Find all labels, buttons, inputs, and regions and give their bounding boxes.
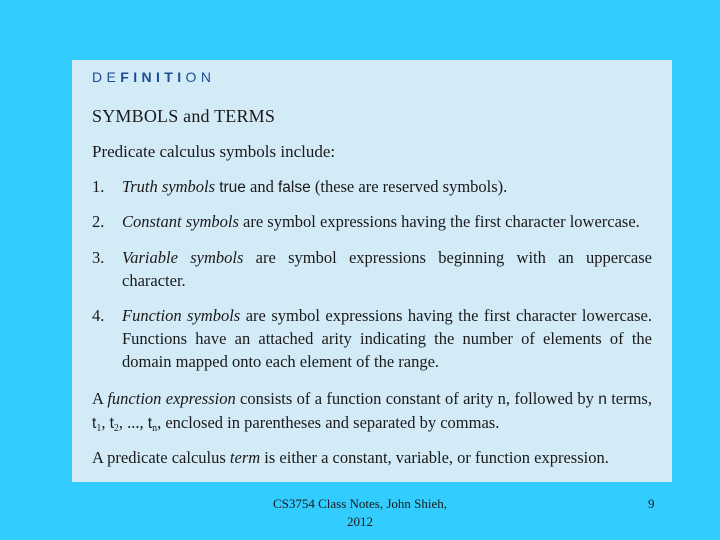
item-text: Constant symbols are symbol expressions having the first character lowercase. — [122, 212, 640, 231]
keyword-true: true — [219, 179, 246, 196]
item-term: Truth symbols — [122, 177, 216, 196]
definition-panel — [72, 60, 672, 482]
item-text: Variable symbols are symbol expressions beginning with an uppercase character. — [122, 248, 652, 290]
footer-credit: CS3754 Class Notes, John Shieh, 2012 — [272, 496, 448, 529]
item-text: Truth symbols true and false (these are reserved symbols). — [122, 177, 508, 196]
item-number: 1. — [92, 177, 105, 196]
intro-text: Predicate calculus symbols include: — [92, 142, 336, 161]
paragraph-term: term — [229, 448, 261, 467]
item-term: Function symbols — [122, 306, 241, 325]
term-paragraph: A predicate calculus term is either a constant, variable, or function expression. — [92, 448, 609, 467]
item-number: 2. — [92, 212, 105, 231]
item-term: Variable symbols — [122, 248, 244, 267]
definition-heading: DEFINITION — [92, 69, 216, 85]
paragraph-term: function expression — [107, 389, 236, 408]
item-number: 4. — [92, 306, 105, 325]
section-title: SYMBOLS and TERMS — [92, 106, 276, 126]
function-expression-paragraph: A function expression consists of a function constant of arity n, followed by n terms, $t_1$, $t_2$, ..., $t_n$, enclosed in parentheses and separated by commas. — [92, 389, 652, 434]
keyword-false: false — [277, 179, 311, 196]
page-number: 9 — [648, 496, 655, 511]
item-text: Function symbols are symbol expressions having the first character lowercase. Functions have an attached arity indicating the number of elements of the domain mapped onto each element of the range. — [122, 306, 652, 371]
item-term: Constant symbols — [122, 212, 239, 231]
item-number: 3. — [92, 248, 105, 267]
